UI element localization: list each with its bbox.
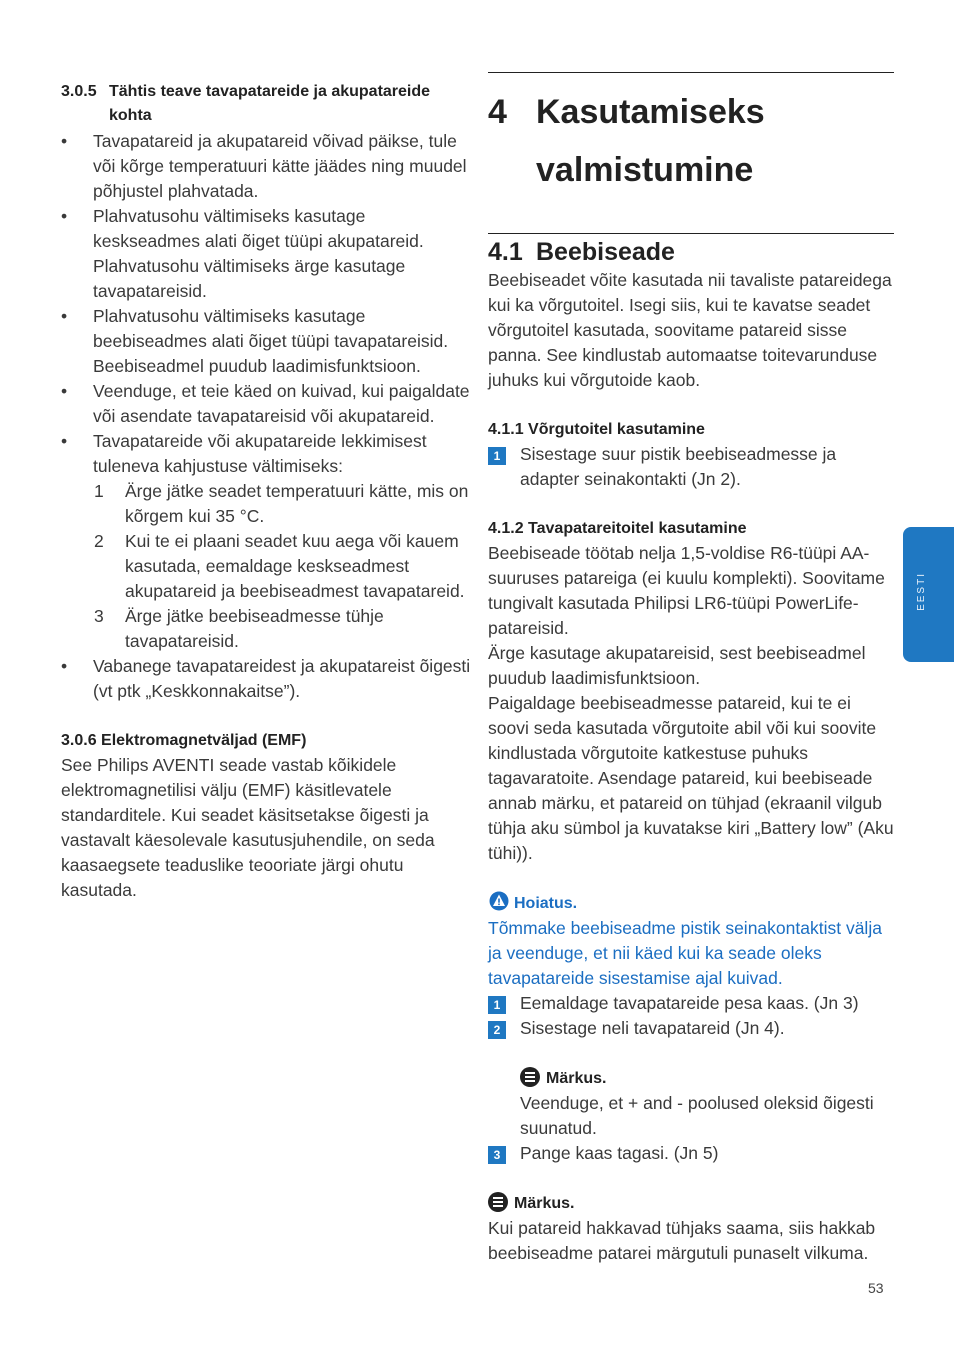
chapter-number: 4	[488, 93, 507, 131]
paragraph: Ärge kasutage akupatareisid, sest beebiseadmel puudub laadimisfunktsioon.	[488, 643, 866, 688]
chapter-title-line-1: Kasutamiseks	[536, 93, 765, 131]
list-item: • Tavapatareid ja akupatareid võivad päikse, tule või kõrge temperatuuri kätte jäädes ning muudel põhjustel plahvatada.	[61, 131, 467, 201]
section-3-0-6	[61, 729, 471, 903]
chapter-title-line-2: valmistumine	[536, 151, 754, 189]
section-number: 3.0.5	[61, 83, 97, 100]
list-item: • Plahvatusohu vältimiseks kasutage beebiseadmes alati õiget tüüpi tavapatareisid. Beebiseadmel puudub laadimisfunktsioon.	[61, 306, 449, 376]
paragraph: Paigaldage beebiseadmesse patareid, kui te ei soovi seda kasutada võrgutoite abil või kui soovite kindlustada võrgutoite katkestuse puhuks tagavaratoite. Asendage patareid, kui beebiseade annab märku, et patareid on tühjad (ekraanil vilgub tühja aku sümbol ja kuvatakse kiri „Battery low” (Aku tühi)).	[488, 693, 894, 863]
paragraph: Beebiseade töötab nelja 1,5-voldise R6-tüüpi AA-suuruses patareiga (ei kuulu komplekti). Soovitame tungivalt kasutada Philipsi LR6-tüüpi PowerLife-patareisid.	[488, 543, 885, 638]
step-text: Sisestage neli tavapatareid (Jn 4).	[520, 1018, 785, 1038]
warning-text: Tõmmake beebiseadme pistik seinakontaktist välja ja veenduge, et nii käed kui ka seade oleks tavapatareide sisestamise ajal kuivad.	[488, 918, 882, 988]
section-title: Beebiseade	[536, 238, 675, 266]
step-item	[488, 1141, 894, 1166]
list-item: • Vabanege tavapatareidest ja akupatareist õigesti (vt ptk „Keskkonnakaitse”).	[61, 656, 471, 701]
list-item-text: Tavapatareid ja akupatareid võivad päikse, tule või kõrge temperatuuri kätte jäädes ning muudel põhjustel plahvatada.	[93, 131, 467, 201]
language-tab-label: EESTI	[916, 572, 927, 611]
step-number-badge: 1	[488, 996, 506, 1014]
note-box	[488, 1066, 894, 1141]
left-column	[61, 80, 471, 903]
chapter-rule	[488, 72, 894, 73]
step-text: Pange kaas tagasi. (Jn 5)	[520, 1143, 719, 1163]
list-item: • Veenduge, et teie käed on kuivad, kui paigaldate või asendate tavapatareisid või akupatareid.	[61, 381, 470, 426]
section-rule	[488, 233, 894, 234]
note-box	[488, 1191, 894, 1266]
note-icon	[520, 1067, 540, 1087]
numbered-item	[61, 604, 471, 654]
right-column	[488, 72, 894, 1266]
section-3-0-5	[61, 80, 471, 704]
list-item: • Plahvatusohu vältimiseks kasutage keskseadmes alati õiget tüüpi akupatareid. Plahvatusohu vältimiseks ärge kasutage tavapatareisid.	[61, 206, 424, 301]
list-item-text: Plahvatusohu vältimiseks kasutage beebiseadmes alati õiget tüüpi tavapatareisid. Beebiseadmel puudub laadimisfunktsioon.	[93, 306, 449, 376]
warning-box	[488, 891, 894, 991]
chapter-heading	[488, 89, 894, 193]
numbered-item	[61, 479, 471, 529]
list-item: • Tavapatareide või akupatareide lekkimisest tuleneva kahjustuse vältimiseks:	[61, 431, 427, 476]
section-number: 4.1	[488, 238, 523, 266]
note-heading	[488, 1191, 894, 1216]
section-4-1-1-heading: 4.1.1 Võrgutoitel kasutamine	[488, 421, 705, 438]
step-text: Sisestage suur pistik beebiseadmesse ja adapter seinakontakti (Jn 2).	[520, 444, 837, 489]
step-item	[488, 1016, 894, 1041]
note-title: Märkus.	[514, 1195, 575, 1212]
list-item-text: Tavapatareide või akupatareide lekkimisest tuleneva kahjustuse vältimiseks:	[93, 431, 427, 476]
item-text: Kui te ei plaani seadet kuu aega või kauem kasutada, eemaldage keskseadmest akupatareid ja beebiseadmest tavapatareid.	[125, 531, 465, 601]
note-text: Veenduge, et + and - poolused oleksid õigesti suunatud.	[520, 1093, 874, 1138]
list-item-text: Plahvatusohu vältimiseks kasutage keskseadmes alati õiget tüüpi akupatareid. Plahvatusohu vältimiseks ärge kasutage tavapatareisid.	[93, 206, 424, 301]
warning-heading	[488, 891, 894, 916]
section-3-0-5-heading	[61, 80, 471, 128]
list-item-text: Veenduge, et teie käed on kuivad, kui paigaldate või asendate tavapatareisid või akupatareid.	[93, 381, 470, 426]
item-number: 2	[94, 531, 104, 551]
page-number: 53	[868, 1280, 884, 1296]
item-number: 1	[94, 481, 104, 501]
list-item-text: Vabanege tavapatareidest ja akupatareist õigesti (vt ptk „Keskkonnakaitse”).	[93, 656, 471, 701]
section-4-1-2-heading: 4.1.2 Tavapatareitoitel kasutamine	[488, 520, 747, 537]
note-icon	[488, 1192, 508, 1212]
step-text: Eemaldage tavapatareide pesa kaas. (Jn 3)	[520, 993, 859, 1013]
warning-icon	[488, 891, 510, 911]
item-text: Ärge jätke seadet temperatuuri kätte, mis on kõrgem kui 35 °C.	[125, 481, 469, 526]
step-item	[488, 991, 894, 1016]
warning-title: Hoiatus.	[514, 895, 578, 912]
step-number-badge: 1	[488, 447, 506, 465]
step-number-badge: 2	[488, 1021, 506, 1039]
step-item	[488, 442, 894, 492]
note-text: Kui patareid hakkavad tühjaks saama, siis hakkab beebiseadme patarei märgutuli punaselt vilkuma.	[488, 1218, 876, 1263]
numbered-item	[61, 529, 471, 604]
section-4-1-text: Beebiseadet võite kasutada nii tavaliste patareidega kui ka võrgutoitel. Isegi siis, kui te kavatse seadet võrgutoitel kasutada, soovitame patareid sisse panna. See kindlustab automaatse toitevarunduse juhuks kui võrgutoide kaob.	[488, 270, 892, 390]
language-tab	[903, 527, 954, 662]
section-3-0-6-text: See Philips AVENTI seade vastab kõikidele elektromagnetilisi välju (EMF) käsitlevatele standarditele. Kui seadet käsitsetakse õigesti ja vastavalt käesolevale kasutusjuhendile, on seda kaasaegsete teaduslike teooriate järgi ohutu kasutada.	[61, 755, 435, 900]
section-4-1-heading	[488, 236, 894, 268]
section-title: Tähtis teave tavapatareide ja akupatareide kohta	[109, 83, 431, 124]
item-number: 3	[94, 606, 104, 626]
note-title: Märkus.	[546, 1070, 607, 1087]
step-number-badge: 3	[488, 1146, 506, 1164]
section-3-0-6-heading: 3.0.6 Elektromagnetväljad (EMF)	[61, 732, 307, 749]
note-heading	[520, 1066, 894, 1091]
item-text: Ärge jätke beebiseadmesse tühje tavapatareisid.	[125, 606, 384, 651]
